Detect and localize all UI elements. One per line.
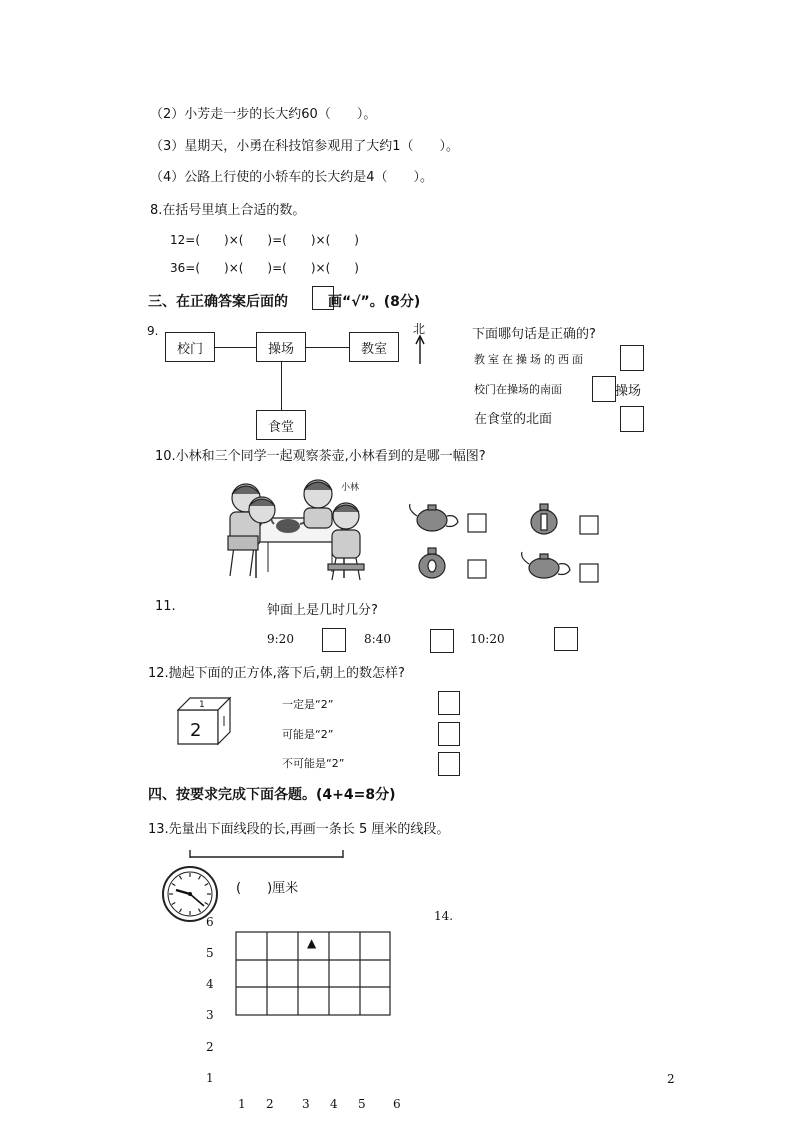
place-canteen: 食堂	[256, 410, 306, 440]
q7-item-4: （4）公路上行使的小轿车的长大约是4（ ）。	[150, 170, 434, 185]
q8-title: 8.在括号里填上合适的数。	[150, 203, 306, 218]
place-school-gate: 校门	[165, 332, 215, 362]
q10-checkbox-b	[580, 516, 598, 534]
q9-option-3: 在食堂的北面	[474, 412, 553, 427]
q14-number: 14.	[434, 909, 454, 923]
q11-checkbox-2[interactable]	[430, 629, 454, 653]
child-figure-icon	[328, 503, 364, 580]
q10-question: 10.小林和三个同学一起观察茶壶,小林看到的是哪一幅图?	[155, 449, 486, 464]
q9-option-1: 教室在操场的西面	[474, 353, 586, 366]
q13-answer: ( )厘米	[236, 881, 299, 896]
q13-question: 13.先量出下面线段的长,再画一条长 5 厘米的线段。	[148, 822, 450, 837]
q7-item-2: （2）小芳走一步的长大约60（ ）。	[150, 107, 377, 122]
place-classroom: 教室	[349, 332, 399, 362]
cube-front-number: 2	[190, 720, 202, 741]
teapot-view-d-icon	[522, 552, 570, 578]
grid-y-label-3: 3	[206, 1008, 214, 1022]
q9-checkbox-3[interactable]	[620, 406, 644, 432]
page-number: 2	[667, 1072, 675, 1086]
q10-checkbox-c	[468, 560, 486, 578]
grid-x-label-4: 4	[330, 1097, 338, 1111]
q9-checkbox-1[interactable]	[620, 345, 644, 371]
measure-segment	[188, 848, 348, 862]
grid-y-label-4: 4	[206, 977, 214, 991]
grid-y-label-6: 6	[206, 915, 214, 929]
map-line-field-canteen	[281, 360, 282, 410]
grid-x-label-2: 2	[266, 1097, 274, 1111]
q9-option-2: 校门在操场的南面	[474, 383, 562, 396]
q12-option-3: 不可能是“2”	[282, 757, 345, 770]
teapot-view-c-icon	[419, 548, 445, 578]
q11-option-2: 8:40	[364, 632, 391, 646]
q11-checkbox-3[interactable]	[554, 627, 578, 651]
q12-option-2: 可能是“2”	[282, 728, 334, 741]
cube-icon	[174, 694, 240, 748]
teapot-observation-illustration	[216, 476, 608, 586]
north-arrow-icon	[413, 334, 427, 364]
teapot-view-b-icon	[531, 504, 557, 534]
q12-checkbox-1[interactable]	[438, 691, 460, 715]
q12-option-1: 一定是“2”	[282, 698, 334, 711]
grid-y-label-5: 5	[206, 946, 214, 960]
grid-x-label-1: 1	[238, 1097, 246, 1111]
cube-top-number: 1	[199, 700, 205, 710]
q9-number: 9.	[147, 324, 159, 338]
q7-item-3: （3）星期天，小勇在科技馆参观用了大约1（ ）。	[150, 139, 460, 154]
triangle-marker-icon: ▲	[307, 936, 317, 950]
q11-option-1: 9:20	[267, 632, 294, 646]
q11-checkbox-1[interactable]	[322, 628, 346, 652]
q11-question: 钟面上是几时几分?	[267, 603, 378, 618]
grid-x-label-6: 6	[393, 1097, 401, 1111]
q9-question: 下面哪句话是正确的?	[472, 327, 596, 342]
grid-y-label-1: 1	[206, 1071, 214, 1085]
q9-checkbox-2[interactable]	[592, 376, 616, 402]
q10-checkbox-a	[468, 514, 486, 532]
q11-number: 11.	[155, 599, 176, 614]
grid-x-label-3: 3	[302, 1097, 310, 1111]
q12-question: 12.抛起下面的正方体,落下后,朝上的数怎样?	[148, 666, 405, 681]
q12-checkbox-2[interactable]	[438, 722, 460, 746]
grid-y-label-2: 2	[206, 1040, 214, 1054]
section-3-heading-tail: 画“√”。(8分)	[328, 294, 421, 310]
grid-x-label-5: 5	[358, 1097, 366, 1111]
place-playground: 操场	[256, 332, 306, 362]
q9-option-2-tail: 操场	[615, 384, 642, 399]
q8-line-2: 36=( )×( )=( )×( )	[170, 261, 359, 275]
q11-option-3: 10:20	[470, 632, 505, 646]
q10-checkbox-d	[580, 564, 598, 582]
q12-checkbox-3[interactable]	[438, 752, 460, 776]
section-4-heading: 四、按要求完成下面各题。(4+4=8分)	[148, 787, 396, 803]
map-line-gate-field	[215, 347, 257, 348]
q8-line-1: 12=( )×( )=( )×( )	[170, 233, 359, 247]
child-figure-icon	[304, 480, 332, 528]
north-label: 北	[413, 322, 426, 336]
section-3-heading: 三、在正确答案后面的	[148, 294, 288, 310]
map-line-field-classroom	[305, 347, 350, 348]
xiaolin-label: 小林	[341, 483, 360, 493]
teapot-view-a-icon	[410, 504, 458, 531]
